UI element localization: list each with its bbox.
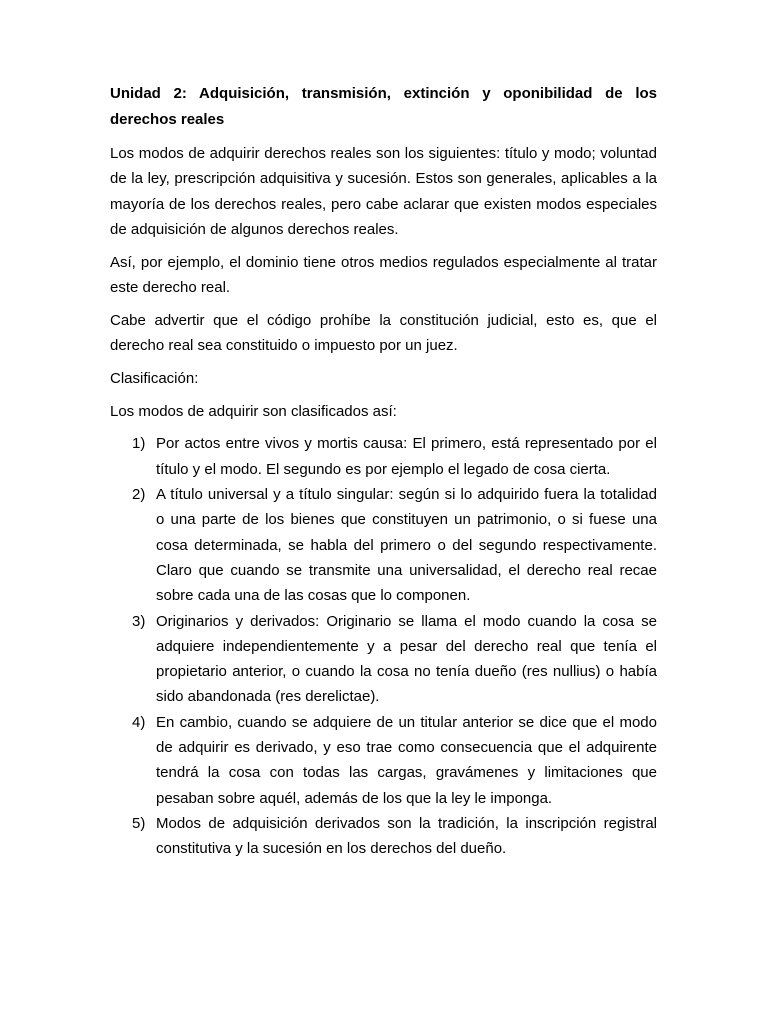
paragraph-intro: Los modos de adquirir derechos reales son los siguientes: título y modo; voluntad de la ley, prescripción adquisitiva y sucesión. Estos son generales, aplicables a la mayoría de los derechos reales, pero cabe aclarar que existen modos especiales de adquisición de algunos derechos reales. xyxy=(110,145,657,238)
list-item-number: 3) xyxy=(132,612,146,630)
list-item xyxy=(110,431,657,482)
list-item-text: Originarios y derivados: Originario se llama el modo cuando la cosa se adquiere independientemente y a pesar del derecho real que tenía el propietario anterior, o cuando la cosa no tenía dueño (res nullius) o había sido abandonada (res derelictae). xyxy=(156,612,657,706)
document-page xyxy=(110,81,657,862)
list-item-number: 4) xyxy=(132,713,146,731)
list-item xyxy=(110,811,657,862)
list-item-text: A título universal y a título singular: según si lo adquirido fuera la totalidad o una parte de los bienes que constituyen un patrimonio, o si fuese una cosa determinada, se habla del primero o del segundo respectivamente. Claro que cuando se transmite una universalidad, el derecho real recae sobre cada una de las cosas que lo componen. xyxy=(156,486,657,605)
paragraph-clasificados: Los modos de adquirir son clasificados así: xyxy=(110,402,397,420)
list-item xyxy=(110,609,657,710)
list-item-number: 1) xyxy=(132,435,146,453)
classification-list xyxy=(110,431,657,861)
list-item-number: 2) xyxy=(132,486,146,504)
paragraph-dominio: Así, por ejemplo, el dominio tiene otros medios regulados especialmente al tratar este derecho real. xyxy=(110,253,657,296)
list-item xyxy=(110,710,657,811)
paragraph-constitucion-judicial: Cabe advertir que el código prohíbe la constitución judicial, esto es, que el derecho real sea constituido o impuesto por un juez. xyxy=(110,311,657,355)
list-item-number: 5) xyxy=(132,814,146,832)
list-item xyxy=(110,482,657,608)
document-title: Unidad 2: Adquisición, transmisión, extinción y oponibilidad de los derechos reales xyxy=(110,85,657,128)
section-heading-clasificacion: Clasificación: xyxy=(110,369,199,387)
list-item-text: En cambio, cuando se adquiere de un titular anterior se dice que el modo de adquirir es derivado, y eso trae como consecuencia que el adquirente tendrá la cosa con todas las cargas, gravámenes y limitaciones que pesaban sobre aquél, además de los que la ley le imponga. xyxy=(156,713,657,807)
list-item-text: Modos de adquisición derivados son la tradición, la inscripción registral constitutiva y la sucesión en los derechos del dueño. xyxy=(156,814,657,858)
list-item-text: Por actos entre vivos y mortis causa: El primero, está representado por el título y el modo. El segundo es por ejemplo el legado de cosa cierta. xyxy=(156,435,657,478)
